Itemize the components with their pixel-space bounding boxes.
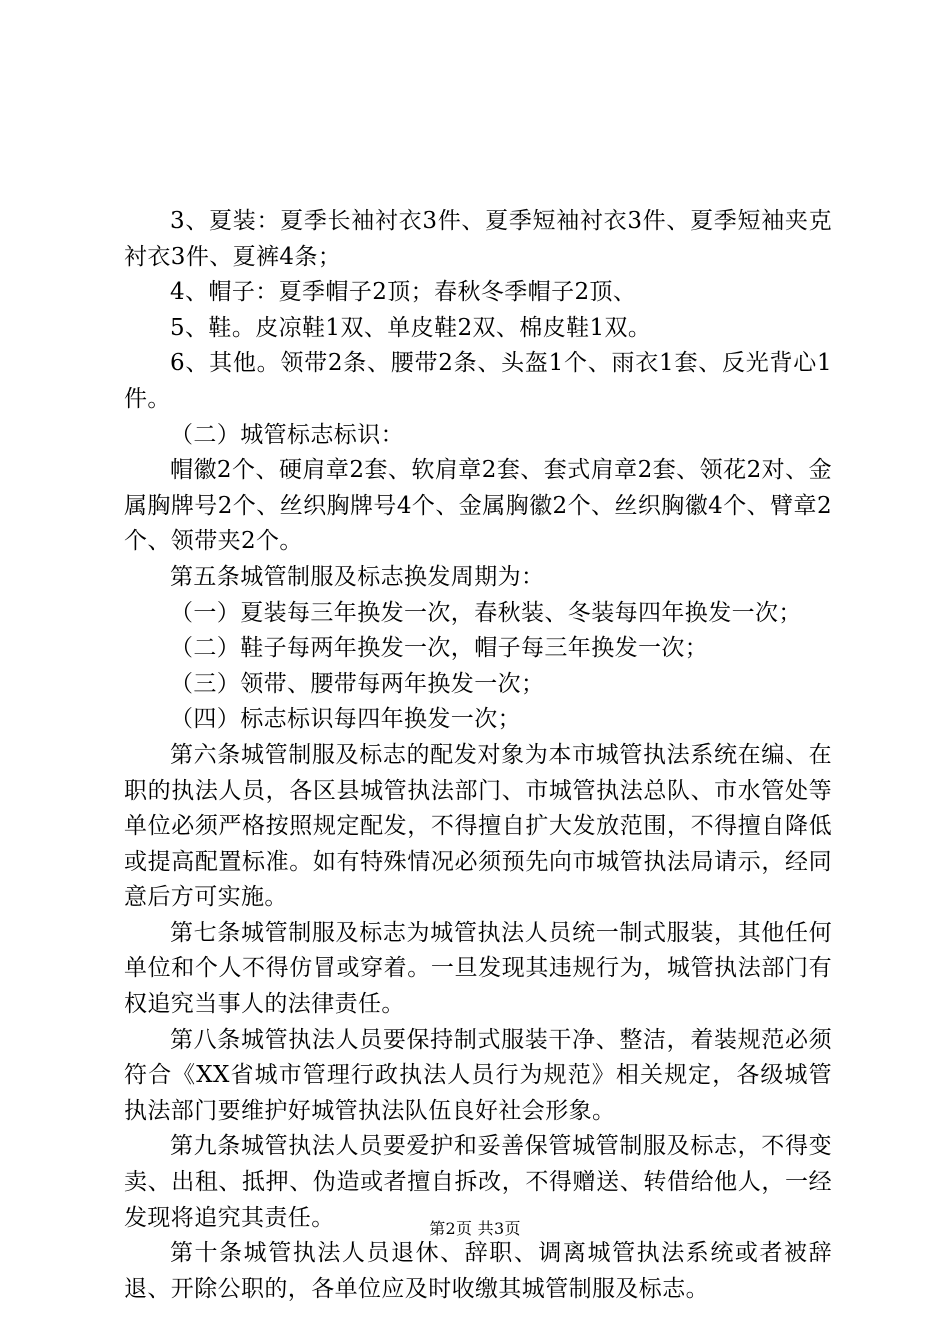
article-5-item-1: （一）夏装每三年换发一次，春秋装、冬装每四年换发一次； xyxy=(170,599,802,626)
article-5-item-2: （二）鞋子每两年换发一次，帽子每三年换发一次； xyxy=(170,635,709,662)
article-10: 第十条城管执法人员退休、辞职、调离城管执法系统或者被辞退、开除公职的，各单位应及时收缴其城管制服及标志。 xyxy=(124,1240,832,1302)
paragraph-summer-uniform: 3、夏装：夏季长袖衬衣3件、夏季短袖衬衣3件、夏季短袖夹克衬衣3件、夏裤4条； xyxy=(124,208,832,270)
paragraph-shoes: 5、鞋。皮凉鞋1双、单皮鞋2双、棉皮鞋1双。 xyxy=(170,314,652,341)
document-body xyxy=(124,204,832,1307)
article-5-item-4: （四）标志标识每四年换发一次； xyxy=(170,706,521,733)
article-5-heading: 第五条城管制服及标志换发周期为： xyxy=(170,563,545,590)
article-7: 第七条城管制服及标志为城管执法人员统一制式服装，其他任何单位和个人不得仿冒或穿着。一旦发现其违规行为，城管执法部门有权追究当事人的法律责任。 xyxy=(124,919,832,1018)
section-heading-insignia: （二）城管标志标识： xyxy=(170,421,404,448)
article-6: 第六条城管制服及标志的配发对象为本市城管执法系统在编、在职的执法人员，各区县城管执法部门、市城管执法总队、市水管处等单位必须严格按照规定配发，不得擅自扩大发放范围，不得擅自降低或提高配置标准。如有特殊情况必须预先向市城管执法局请示，经同意后方可实施。 xyxy=(124,741,832,911)
article-9: 第九条城管执法人员要爱护和妥善保管城管制服及标志，不得变卖、出租、抵押、伪造或者擅自拆改，不得赠送、转借给他人，一经发现将追究其责任。 xyxy=(124,1133,832,1231)
article-5-item-3: （三）领带、腰带每两年换发一次； xyxy=(170,670,545,697)
page-number-footer: 第2页 共3页 xyxy=(429,1219,521,1238)
article-8: 第八条城管执法人员要保持制式服装干净、整洁，着装规范必须符合《XX省城市管理行政执法人员行为规范》相关规定，各级城管执法部门要维护好城管执法队伍良好社会形象。 xyxy=(124,1026,832,1124)
paragraph-other-items: 6、其他。领带2条、腰带2条、头盔1个、雨衣1套、反光背心1件。 xyxy=(124,350,832,412)
paragraph-hats: 4、帽子：夏季帽子2顶；春秋冬季帽子2顶、 xyxy=(170,279,637,306)
paragraph-insignia-list: 帽徽2个、硬肩章2套、软肩章2套、套式肩章2套、领花2对、金属胸牌号2个、丝织胸牌号4个、金属胸徽2个、丝织胸徽4个、臂章2个、领带夹2个。 xyxy=(124,457,832,555)
